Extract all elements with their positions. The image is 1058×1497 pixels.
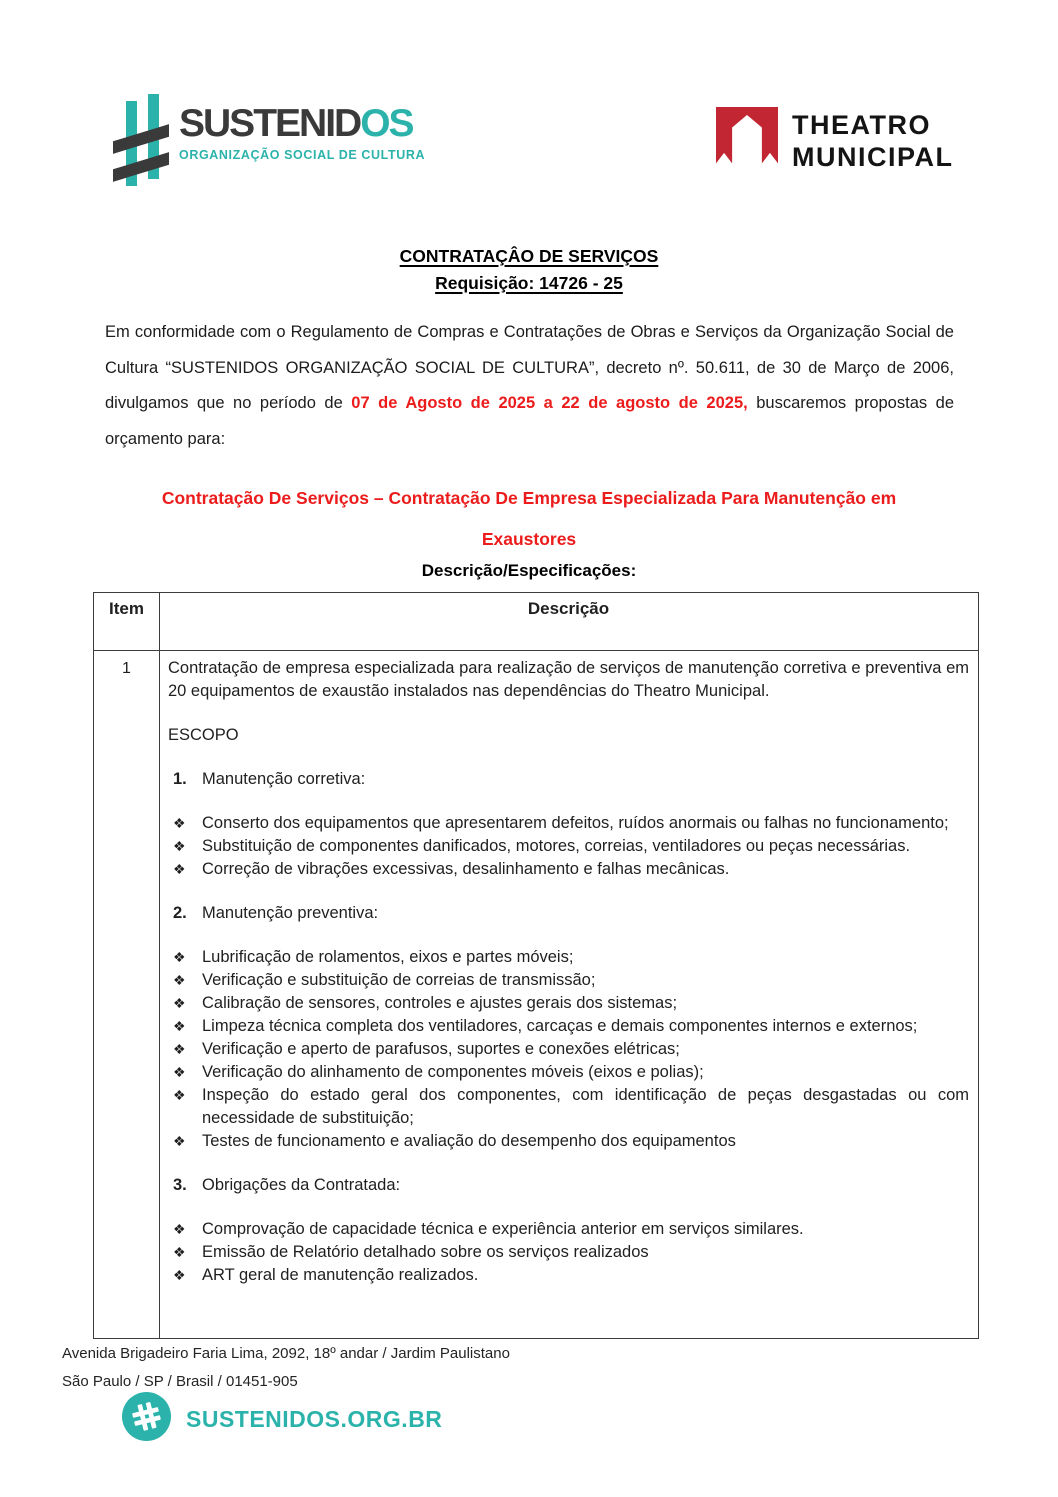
list-item: ❖ Verificação e aperto de parafusos, suportes e conexões elétricas; bbox=[168, 1038, 969, 1061]
list-item: ❖ Verificação e substituição de correias de transmissão; bbox=[168, 969, 969, 992]
intro-paragraph: Em conformidade com o Regulamento de Compras e Contratações de Obras e Serviços da Organização Social de Cultura “SUSTENIDOS ORGANIZAÇÃO SOCIAL DE CULTURA”, decreto nº. 50.611, de 30 de Março de 2006, divulgamos que no período de 07 de Agosto de 2025 a 22 de agosto de 2025, buscaremos propostas de orçamento para: bbox=[105, 323, 954, 448]
section-3-heading: 3. Obrigações da Contratada: bbox=[173, 1176, 401, 1194]
subject-heading bbox=[0, 478, 1058, 560]
list-item: ❖ ART geral de manutenção realizados. bbox=[168, 1264, 969, 1287]
sustenidos-logo bbox=[113, 92, 425, 193]
sustenidos-hash-icon bbox=[113, 92, 169, 193]
list-item: ❖ Conserto dos equipamentos que apresentarem defeitos, ruídos anormais ou falhas no funcionamento; bbox=[168, 812, 969, 835]
title-line2-requisition: Requisição: 14726 - 25 bbox=[435, 273, 623, 293]
bullet-diamond-icon: ❖ bbox=[173, 1133, 186, 1149]
item-number-cell: 1 bbox=[94, 651, 160, 1338]
list-item: ❖ Inspeção do estado geral dos componentes, com identificação de peças desgastadas ou com necessidade de substituição; bbox=[168, 1084, 969, 1130]
bullet-diamond-icon: ❖ bbox=[173, 995, 186, 1011]
list-item: ❖ Lubrificação de rolamentos, eixos e partes móveis; bbox=[168, 946, 969, 969]
subject-line2: Exaustores bbox=[481, 529, 577, 549]
bullet-diamond-icon: ❖ bbox=[173, 1221, 186, 1237]
list-item: ❖ Comprovação de capacidade técnica e experiência anterior em serviços similares. bbox=[168, 1218, 969, 1241]
bullet-diamond-icon: ❖ bbox=[173, 838, 186, 854]
spec-heading: Descrição/Especificações: bbox=[421, 561, 637, 580]
list-item: ❖ Substituição de componentes danificados, motores, correias, ventiladores ou peças necessárias. bbox=[168, 835, 969, 858]
list-item: ❖ Limpeza técnica completa dos ventiladores, carcaças e demais componentes internos e externos; bbox=[168, 1015, 969, 1038]
section-1-bullets bbox=[168, 812, 969, 881]
document-title bbox=[0, 243, 1058, 297]
bullet-diamond-icon: ❖ bbox=[173, 815, 186, 831]
table-header-item: Item bbox=[94, 593, 160, 650]
bullet-diamond-icon: ❖ bbox=[173, 1041, 186, 1057]
date-range-highlight: 07 de Agosto de 2025 a 22 de agosto de 2025, bbox=[351, 394, 748, 412]
footer-address bbox=[62, 1340, 510, 1395]
list-item: ❖ Calibração de sensores, controles e ajustes gerais dos sistemas; bbox=[168, 992, 969, 1015]
section-2-heading: 2. Manutenção preventiva: bbox=[173, 904, 379, 922]
scope-label: ESCOPO bbox=[168, 726, 239, 744]
table-row bbox=[94, 650, 978, 1338]
description-cell bbox=[160, 651, 978, 1338]
footer-logo bbox=[122, 1392, 442, 1446]
theatro-municipal-logo bbox=[716, 101, 954, 180]
list-item: ❖ Verificação do alinhamento de componentes móveis (eixos e polias); bbox=[168, 1061, 969, 1084]
section-1-heading: 1. Manutenção corretiva: bbox=[173, 770, 366, 788]
title-line1: CONTRATAÇÂO DE SERVIÇOS bbox=[399, 246, 659, 266]
sustenidos-circle-hash-icon bbox=[122, 1392, 171, 1446]
footer-site-url: SUSTENIDOS.ORG.BR bbox=[186, 1405, 443, 1432]
subject-line1: Contratação De Serviços – Contratação De Empresa Especializada Para Manutenção em bbox=[161, 488, 897, 508]
table-header-row bbox=[94, 593, 978, 650]
row-intro-paragraph: Contratação de empresa especializada para realização de serviços de manutenção corretiva e preventiva em 20 equipamentos de exaustão instalados nas dependências do Theatro Municipal. bbox=[168, 659, 969, 700]
list-item: ❖ Testes de funcionamento e avaliação do desempenho dos equipamentos bbox=[168, 1130, 969, 1153]
footer-address-line1: Avenida Brigadeiro Faria Lima, 2092, 18º andar / Jardim Paulistano bbox=[62, 1345, 510, 1362]
bullet-diamond-icon: ❖ bbox=[173, 949, 186, 965]
bullet-diamond-icon: ❖ bbox=[173, 1244, 186, 1260]
theatro-wordmark: THEATRO MUNICIPAL bbox=[792, 109, 954, 172]
list-item: ❖ Correção de vibrações excessivas, desalinhamento e falhas mecânicas. bbox=[168, 858, 969, 881]
section-3-bullets bbox=[168, 1218, 969, 1287]
bullet-diamond-icon: ❖ bbox=[173, 1267, 186, 1283]
theatro-arch-icon bbox=[716, 101, 778, 180]
list-item: ❖ Emissão de Relatório detalhado sobre os serviços realizados bbox=[168, 1241, 969, 1264]
bullet-diamond-icon: ❖ bbox=[173, 1018, 186, 1034]
bullet-diamond-icon: ❖ bbox=[173, 1087, 186, 1103]
table-header-descricao: Descrição bbox=[527, 599, 610, 618]
footer-address-line2: São Paulo / SP / Brasil / 01451-905 bbox=[62, 1372, 298, 1390]
sustenidos-tagline: ORGANIZAÇÃO SOCIAL DE CULTURA bbox=[179, 148, 426, 162]
spec-table bbox=[93, 592, 979, 1339]
sustenidos-brand-name: SUSTENIDOS bbox=[179, 102, 413, 145]
bullet-diamond-icon: ❖ bbox=[173, 861, 186, 877]
bullet-diamond-icon: ❖ bbox=[173, 1064, 186, 1080]
bullet-diamond-icon: ❖ bbox=[173, 972, 186, 988]
section-2-bullets bbox=[168, 946, 969, 1153]
